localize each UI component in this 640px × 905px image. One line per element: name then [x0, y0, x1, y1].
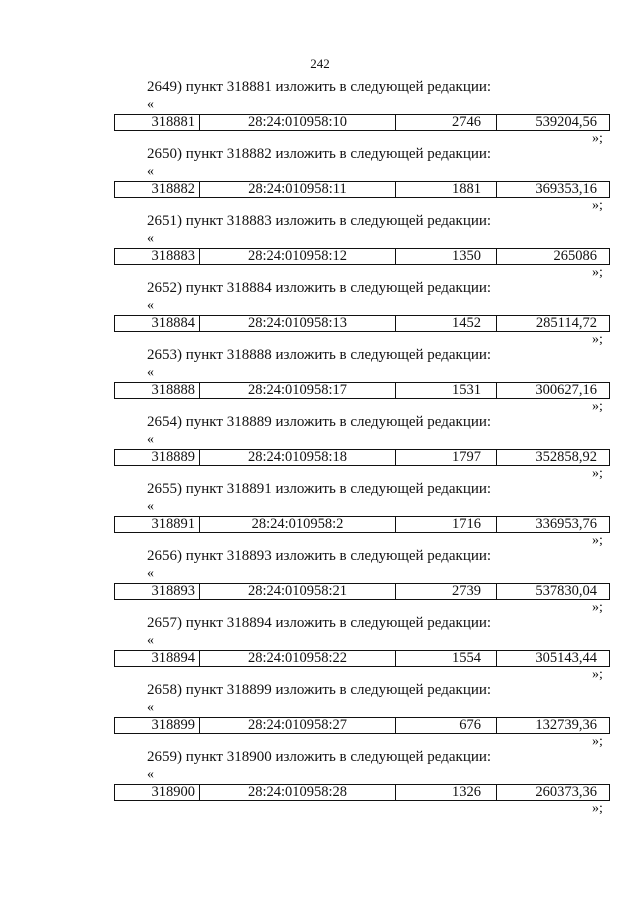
item-number-cell: 318881 — [115, 115, 200, 130]
closing-quote: »; — [592, 801, 603, 816]
opening-quote: « — [147, 566, 154, 581]
closing-quote: »; — [592, 533, 603, 548]
value-cell: 539204,56 — [535, 115, 597, 130]
area-cell: 1326 — [396, 785, 497, 800]
area-cell: 1716 — [396, 517, 497, 532]
cadastral-number-cell: 28:24:010958:18 — [200, 450, 396, 465]
amendment-heading: 2657) пункт 318894 изложить в следующей редакции: — [147, 615, 492, 631]
area-cell: 1881 — [396, 182, 497, 197]
cadastral-number-cell: 28:24:010958:27 — [200, 718, 396, 733]
cadastral-number-cell: 28:24:010958:22 — [200, 651, 396, 666]
item-number-cell: 318891 — [115, 517, 200, 532]
closing-quote: »; — [592, 198, 603, 213]
closing-quote: »; — [592, 332, 603, 347]
amendment-entry — [0, 78, 640, 145]
value-cell: 260373,36 — [535, 785, 597, 800]
closing-quote: »; — [592, 265, 603, 280]
value-cell: 132739,36 — [535, 718, 597, 733]
amendment-heading: 2655) пункт 318891 изложить в следующей редакции: — [147, 481, 492, 497]
amendment-table-row — [114, 784, 610, 801]
item-number-cell: 318888 — [115, 383, 200, 398]
opening-quote: « — [147, 700, 154, 715]
cadastral-number-cell: 28:24:010958:11 — [200, 182, 396, 197]
opening-quote: « — [147, 97, 154, 112]
amendment-heading: 2653) пункт 318888 изложить в следующей редакции: — [147, 347, 492, 363]
opening-quote: « — [147, 365, 154, 380]
amendment-heading: 2654) пункт 318889 изложить в следующей редакции: — [147, 414, 492, 430]
value-cell: 300627,16 — [535, 383, 597, 398]
amendment-heading: 2649) пункт 318881 изложить в следующей редакции: — [147, 79, 492, 95]
amendment-entry — [0, 614, 640, 681]
opening-quote: « — [147, 767, 154, 782]
item-number-cell: 318893 — [115, 584, 200, 599]
area-cell: 2746 — [396, 115, 497, 130]
opening-quote: « — [147, 432, 154, 447]
closing-quote: »; — [592, 734, 603, 749]
value-cell: 265086 — [553, 249, 597, 264]
value-cell: 285114,72 — [535, 316, 597, 331]
amendment-entry — [0, 413, 640, 480]
cadastral-number-cell: 28:24:010958:28 — [200, 785, 396, 800]
cadastral-number-cell: 28:24:010958:21 — [200, 584, 396, 599]
area-cell: 1350 — [396, 249, 497, 264]
amendment-heading: 2658) пункт 318899 изложить в следующей редакции: — [147, 682, 492, 698]
page-number: 242 — [310, 56, 330, 71]
amendment-heading: 2650) пункт 318882 изложить в следующей редакции: — [147, 146, 492, 162]
closing-quote: »; — [592, 466, 603, 481]
amendment-table-row — [114, 650, 610, 667]
item-number-cell: 318883 — [115, 249, 200, 264]
item-number-cell: 318884 — [115, 316, 200, 331]
item-number-cell: 318882 — [115, 182, 200, 197]
cadastral-number-cell: 28:24:010958:17 — [200, 383, 396, 398]
closing-quote: »; — [592, 600, 603, 615]
cadastral-number-cell: 28:24:010958:12 — [200, 249, 396, 264]
amendment-entry — [0, 547, 640, 614]
value-cell: 352858,92 — [535, 450, 597, 465]
area-cell: 1452 — [396, 316, 497, 331]
amendment-table-row — [114, 382, 610, 399]
value-cell: 369353,16 — [535, 182, 597, 197]
amendment-heading: 2656) пункт 318893 изложить в следующей редакции: — [147, 548, 492, 564]
item-number-cell: 318900 — [115, 785, 200, 800]
amendment-table-row — [114, 315, 610, 332]
opening-quote: « — [147, 298, 154, 313]
amendment-list — [0, 78, 640, 815]
amendment-entry — [0, 681, 640, 748]
value-cell: 336953,76 — [535, 517, 597, 532]
value-cell: 537830,04 — [535, 584, 597, 599]
amendment-table-row — [114, 181, 610, 198]
closing-quote: »; — [592, 399, 603, 414]
amendment-heading: 2659) пункт 318900 изложить в следующей редакции: — [147, 749, 492, 765]
amendment-entry — [0, 748, 640, 815]
area-cell: 676 — [396, 718, 497, 733]
item-number-cell: 318889 — [115, 450, 200, 465]
opening-quote: « — [147, 231, 154, 246]
opening-quote: « — [147, 633, 154, 648]
area-cell: 1554 — [396, 651, 497, 666]
closing-quote: »; — [592, 131, 603, 146]
amendment-entry — [0, 145, 640, 212]
amendment-table-row — [114, 516, 610, 533]
area-cell: 1531 — [396, 383, 497, 398]
amendment-table-row — [114, 717, 610, 734]
amendment-table-row — [114, 114, 610, 131]
amendment-entry — [0, 212, 640, 279]
area-cell: 2739 — [396, 584, 497, 599]
value-cell: 305143,44 — [535, 651, 597, 666]
amendment-entry — [0, 480, 640, 547]
item-number-cell: 318894 — [115, 651, 200, 666]
amendment-entry — [0, 346, 640, 413]
closing-quote: »; — [592, 667, 603, 682]
amendment-heading: 2651) пункт 318883 изложить в следующей редакции: — [147, 213, 492, 229]
amendment-table-row — [114, 583, 610, 600]
opening-quote: « — [147, 499, 154, 514]
item-number-cell: 318899 — [115, 718, 200, 733]
opening-quote: « — [147, 164, 154, 179]
cadastral-number-cell: 28:24:010958:13 — [200, 316, 396, 331]
amendment-entry — [0, 279, 640, 346]
amendment-table-row — [114, 449, 610, 466]
amendment-table-row — [114, 248, 610, 265]
cadastral-number-cell: 28:24:010958:2 — [200, 517, 396, 532]
amendment-heading: 2652) пункт 318884 изложить в следующей редакции: — [147, 280, 492, 296]
area-cell: 1797 — [396, 450, 497, 465]
cadastral-number-cell: 28:24:010958:10 — [200, 115, 396, 130]
